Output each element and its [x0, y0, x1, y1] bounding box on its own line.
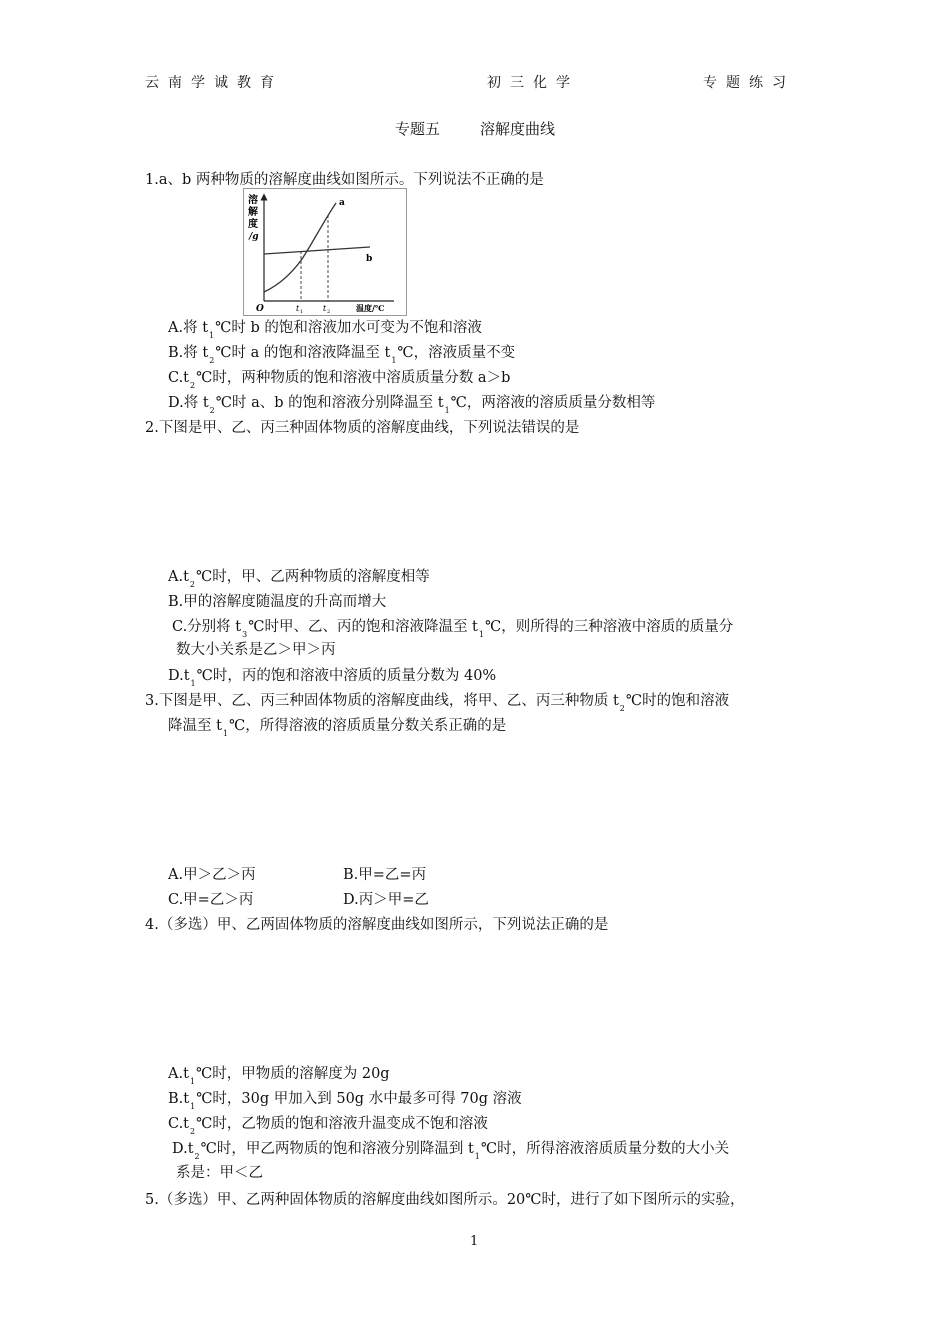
- q3-stem-line2: [168, 716, 506, 738]
- q1-c-sub: 2: [190, 381, 196, 390]
- q1-d-text2: ℃时 a、b 的饱和溶液分别降温至 t: [215, 395, 444, 411]
- q3-text2: ℃时的饱和溶液: [625, 693, 730, 709]
- q1-b-text2: ℃时 a 的饱和溶液降温至 t: [215, 345, 391, 361]
- q1-b-text3: ℃，溶液质量不变: [397, 345, 516, 361]
- q1-stem: 1.a、b 两种物质的溶解度曲线如图所示。下列说法不正确的是: [145, 172, 544, 188]
- q2-d-sub: 1: [190, 679, 196, 688]
- t1-label: t: [296, 304, 300, 313]
- title-subject: 溶解度曲线: [480, 120, 556, 138]
- q2-c-sub: 3: [242, 630, 248, 639]
- ylabel-1: 溶: [248, 195, 258, 206]
- q2-a-text2: ℃时，甲、乙两种物质的溶解度相等: [196, 569, 430, 585]
- q1-d-text3: ℃，两溶液的溶质质量分数相等: [450, 395, 656, 411]
- q3-option-c: C.甲=乙＞丙: [168, 892, 254, 908]
- q2-a-text: A.t: [168, 569, 189, 585]
- q4-c-sub: 2: [190, 1127, 196, 1136]
- ylabel-2: 解: [248, 207, 258, 218]
- curve-b: [264, 247, 370, 254]
- q2-c-text: C.分别将 t: [172, 619, 242, 635]
- q2-option-a: [168, 567, 430, 589]
- title-topic: 专题五: [395, 120, 441, 138]
- q3-sub: 2: [619, 704, 625, 713]
- curve-b-label: b: [366, 254, 373, 264]
- t2-sub: 2: [327, 309, 331, 315]
- q2-a-sub: 2: [189, 580, 196, 589]
- q4-d-text3: ℃时，所得溶液溶质质量分数的大小关: [480, 1141, 730, 1157]
- q1-option-d: [168, 393, 655, 415]
- q1-d-sub: 2: [209, 406, 215, 415]
- solubility-curve-chart: [244, 189, 406, 315]
- ylabel-unit: /g: [249, 232, 259, 242]
- q4-d-text: D.t: [172, 1141, 194, 1157]
- q1-c-text: C.t: [168, 370, 190, 386]
- ylabel-3: 度: [248, 219, 258, 230]
- q4-option-d-line2: 系是：甲＜乙: [176, 1165, 263, 1181]
- q1-a-text: A.将 t: [168, 320, 209, 336]
- q4-option-a: [168, 1064, 390, 1086]
- q4-b-text2: ℃时，30g 甲加入到 50g 水中最多可得 70g 溶液: [196, 1091, 522, 1107]
- q4-b-sub: 1: [190, 1102, 196, 1111]
- q1-b-text: B.将 t: [168, 345, 209, 361]
- t1-sub: 1: [300, 309, 304, 315]
- header-right: 专题练习: [703, 75, 795, 91]
- q4-option-b: [168, 1089, 522, 1111]
- q4-option-c: [168, 1114, 488, 1136]
- q2-c-sub2: 1: [478, 630, 484, 639]
- q4-stem: 4.（多选）甲、乙两固体物质的溶解度曲线如图所示，下列说法正确的是: [145, 917, 609, 933]
- q4-option-d: [172, 1139, 729, 1161]
- q1-b-sub2: 1: [391, 356, 397, 365]
- q1-d-text: D.将 t: [168, 395, 209, 411]
- q1-a-sub: 1: [209, 331, 215, 340]
- q2-c-text3: ℃，则所得的三种溶液中溶质的质量分: [484, 619, 734, 635]
- q3-line2-sub: 1: [222, 729, 229, 738]
- q1-a-text2: ℃时 b 的饱和溶液加水可变为不饱和溶液: [215, 320, 482, 336]
- q2-option-b: B.甲的溶解度随温度的升高而增大: [168, 594, 387, 610]
- q4-c-text2: ℃时，乙物质的饱和溶液升温变成不饱和溶液: [196, 1116, 488, 1132]
- header-left: 云南学诚教育: [145, 75, 283, 91]
- origin-label: O: [256, 304, 264, 314]
- q3-stem: [145, 691, 729, 713]
- q2-option-d: [168, 666, 496, 688]
- q1-option-a: [168, 318, 482, 340]
- curve-a: [264, 203, 336, 292]
- q1-b-sub: 2: [209, 356, 215, 365]
- q3-option-b: B.甲=乙=丙: [343, 867, 427, 883]
- q2-option-c-line2: 数大小关系是乙＞甲＞丙: [176, 642, 336, 658]
- q5-stem: 5.（多选）甲、乙两种固体物质的溶解度曲线如图所示。20℃时，进行了如下图所示的实验，: [145, 1192, 745, 1208]
- q2-c-text2: ℃时甲、乙、丙的饱和溶液降温至 t: [248, 619, 478, 635]
- q4-c-text: C.t: [168, 1116, 190, 1132]
- q3-text: 3.下图是甲、乙、丙三种固体物质的溶解度曲线，将甲、乙、丙三种物质 t: [145, 693, 619, 709]
- q2-d-text2: ℃时，丙的饱和溶液中溶质的质量分数为 40%: [196, 668, 497, 684]
- q1-d-sub2: 1: [444, 406, 450, 415]
- q3-option-a: A.甲＞乙＞丙: [168, 867, 256, 883]
- q1-option-b: [168, 343, 515, 365]
- x-axis-label: 温度/℃: [356, 303, 385, 313]
- q2-stem: 2.下图是甲、乙、丙三种固体物质的溶解度曲线，下列说法错误的是: [145, 420, 580, 436]
- header-center: 初三化学: [487, 75, 579, 91]
- q4-a-text: A.t: [168, 1066, 189, 1082]
- page-number: 1: [470, 1234, 479, 1249]
- curve-a-label: a: [339, 198, 345, 208]
- q4-a-text2: ℃时，甲物质的溶解度为 20g: [196, 1066, 390, 1082]
- q2-d-text: D.t: [168, 668, 190, 684]
- t2-label: t: [323, 304, 327, 313]
- q3-option-d: D.丙＞甲=乙: [343, 892, 429, 908]
- q1-option-c: [168, 368, 510, 390]
- q4-a-sub: 1: [189, 1077, 196, 1086]
- q3-line2-text: 降温至 t: [168, 718, 222, 734]
- q4-b-text: B.t: [168, 1091, 190, 1107]
- q4-d-sub2: 1: [474, 1152, 480, 1161]
- q1-solubility-figure: [243, 188, 407, 316]
- page-title: [395, 118, 555, 139]
- q4-d-sub: 2: [194, 1152, 200, 1161]
- q3-line2-text2: ℃，所得溶液的溶质质量分数关系正确的是: [229, 718, 507, 734]
- q4-d-text2: ℃时，甲乙两物质的饱和溶液分别降温到 t: [200, 1141, 474, 1157]
- q1-c-text2: ℃时，两种物质的饱和溶液中溶质质量分数 a＞b: [196, 370, 511, 386]
- q2-option-c: [172, 617, 733, 639]
